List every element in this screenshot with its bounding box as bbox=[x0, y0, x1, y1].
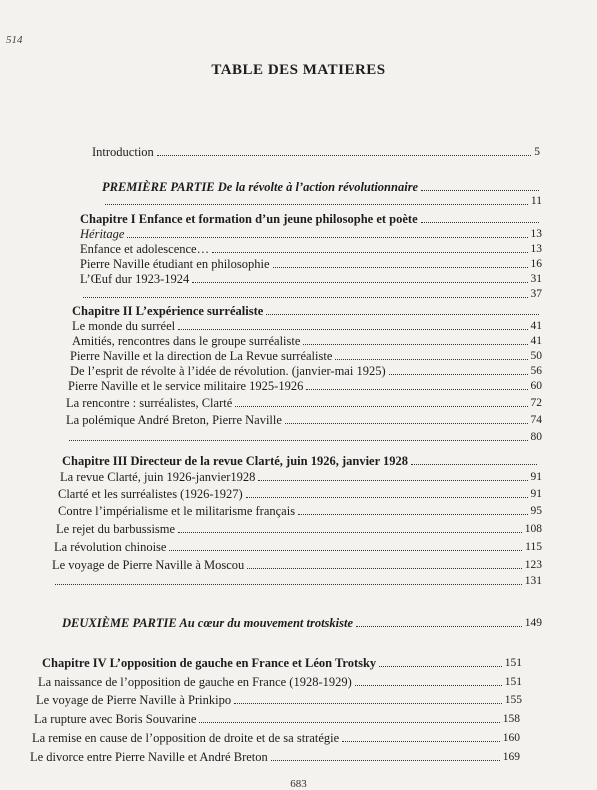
dot-leader bbox=[298, 514, 527, 515]
toc-entry[interactable] bbox=[56, 522, 542, 536]
dot-leader bbox=[271, 760, 500, 761]
entry-page: 108 bbox=[524, 523, 542, 535]
toc-part-heading[interactable] bbox=[102, 180, 542, 194]
entry-page: 72 bbox=[530, 397, 542, 409]
entry-page: 155 bbox=[504, 694, 522, 706]
dot-leader bbox=[356, 626, 522, 627]
toc-entry[interactable] bbox=[68, 379, 542, 393]
dot-leader bbox=[258, 480, 527, 481]
toc-entry[interactable] bbox=[30, 750, 520, 764]
entry-label: DEUXIÈME PARTIE Au cœur du mouvement trotskiste bbox=[62, 616, 354, 630]
entry-page: 91 bbox=[530, 488, 542, 500]
entry-page: 31 bbox=[530, 273, 542, 285]
toc-chapter-heading[interactable] bbox=[42, 656, 522, 670]
toc-part-heading[interactable] bbox=[62, 616, 542, 630]
dot-leader bbox=[342, 741, 500, 742]
toc-entry[interactable] bbox=[32, 731, 520, 745]
toc-entry[interactable] bbox=[34, 712, 520, 726]
entry-page: 115 bbox=[525, 541, 542, 553]
dot-leader bbox=[234, 703, 502, 704]
entry-label: La rupture avec Boris Souvarine bbox=[34, 712, 197, 726]
entry-page: 41 bbox=[530, 335, 542, 347]
entry-label: PREMIÈRE PARTIE De la révolte à l’action révolutionnaire bbox=[102, 180, 419, 194]
dot-leader bbox=[306, 389, 527, 390]
toc-entry[interactable] bbox=[72, 334, 542, 348]
entry-label: La rencontre : surréalistes, Clarté bbox=[66, 396, 233, 410]
toc-chapter-heading[interactable] bbox=[80, 212, 542, 226]
dot-leader bbox=[105, 204, 528, 205]
dot-leader bbox=[192, 282, 527, 283]
entry-label: Pierre Naville et le service militaire 1925-1926 bbox=[68, 379, 304, 393]
entry-page: 123 bbox=[524, 559, 542, 571]
toc-entry[interactable] bbox=[80, 272, 542, 286]
entry-page: 60 bbox=[530, 380, 542, 392]
dot-leader bbox=[389, 374, 528, 375]
entry-page: 149 bbox=[524, 617, 542, 629]
entry-page: 50 bbox=[530, 350, 542, 362]
toc-entry[interactable] bbox=[58, 504, 542, 518]
entry-label: Le monde du surréel bbox=[72, 319, 176, 333]
entry-page: 56 bbox=[530, 365, 542, 377]
entry-label: Enfance et adolescence… bbox=[80, 242, 210, 256]
dot-leader bbox=[247, 568, 521, 569]
entry-label: Amitiés, rencontres dans le groupe surréaliste bbox=[72, 334, 301, 348]
entry-page: 158 bbox=[502, 713, 520, 725]
entry-label: La revue Clarté, juin 1926-janvier1928 bbox=[60, 470, 256, 484]
toc-entry[interactable] bbox=[54, 540, 542, 554]
entry-label: Pierre Naville étudiant en philosophie bbox=[80, 257, 270, 271]
toc-entry[interactable] bbox=[80, 242, 542, 256]
toc-entry[interactable] bbox=[80, 257, 542, 271]
dot-leader bbox=[379, 666, 502, 667]
dot-leader bbox=[157, 155, 531, 156]
dot-leader bbox=[285, 423, 528, 424]
toc-entry[interactable] bbox=[66, 413, 542, 427]
page-title: TABLE DES MATIERES bbox=[211, 62, 386, 78]
toc-entry[interactable] bbox=[36, 693, 522, 707]
toc-entry[interactable] bbox=[38, 675, 522, 689]
dot-leader bbox=[246, 497, 528, 498]
entry-label: Héritage bbox=[80, 227, 125, 241]
toc-entry-continuation[interactable] bbox=[52, 574, 542, 588]
toc-entry[interactable] bbox=[70, 349, 542, 363]
entry-page: 131 bbox=[524, 575, 542, 587]
toc-entry[interactable] bbox=[72, 319, 542, 333]
entry-page: 169 bbox=[502, 751, 520, 763]
entry-page: 80 bbox=[530, 431, 542, 443]
entry-page: 37 bbox=[530, 288, 542, 300]
dot-leader bbox=[266, 314, 539, 315]
dot-leader bbox=[421, 222, 539, 223]
entry-label: Le voyage de Pierre Naville à Prinkipo bbox=[36, 693, 232, 707]
entry-label: Introduction bbox=[92, 145, 154, 159]
dot-leader bbox=[169, 550, 522, 551]
entry-page: 13 bbox=[530, 243, 542, 255]
entry-label: Pierre Naville et la direction de La Revue surréaliste bbox=[70, 349, 333, 363]
dot-leader bbox=[235, 406, 527, 407]
dot-leader bbox=[303, 344, 527, 345]
toc-entry[interactable] bbox=[66, 396, 542, 410]
page-number: 683 bbox=[290, 778, 307, 790]
toc-entry[interactable] bbox=[60, 470, 542, 484]
toc-chapter-heading[interactable] bbox=[72, 304, 542, 318]
toc-chapter-heading[interactable] bbox=[62, 454, 540, 468]
entry-label: Le voyage de Pierre Naville à Moscou bbox=[52, 558, 245, 572]
entry-label: Chapitre IV L’opposition de gauche en France et Léon Trotsky bbox=[42, 656, 377, 670]
dot-leader bbox=[273, 267, 528, 268]
entry-label: Chapitre II L’expérience surréaliste bbox=[72, 304, 264, 318]
dot-leader bbox=[69, 440, 528, 441]
toc-entry-introduction[interactable] bbox=[92, 145, 540, 159]
entry-label: Chapitre III Directeur de la revue Clarté, juin 1926, janvier 1928 bbox=[62, 454, 409, 468]
entry-page: 16 bbox=[530, 258, 542, 270]
dot-leader bbox=[355, 685, 502, 686]
toc-entry-continuation[interactable] bbox=[80, 287, 542, 301]
toc-entry[interactable] bbox=[58, 487, 542, 501]
entry-label: Chapitre I Enfance et formation d’un jeune philosophe et poète bbox=[80, 212, 418, 226]
dot-leader bbox=[421, 190, 539, 191]
entry-page: 11 bbox=[530, 195, 542, 207]
entry-page: 160 bbox=[502, 732, 520, 744]
dot-leader bbox=[199, 722, 499, 723]
dot-leader bbox=[55, 584, 522, 585]
dot-leader bbox=[178, 532, 522, 533]
dot-leader bbox=[83, 297, 528, 298]
toc-entry-continuation[interactable] bbox=[102, 194, 542, 208]
toc-entry-continuation[interactable] bbox=[66, 430, 542, 444]
entry-label: La remise en cause de l’opposition de droite et de sa stratégie bbox=[32, 731, 340, 745]
dot-leader bbox=[178, 329, 527, 330]
entry-label: L’Œuf dur 1923-1924 bbox=[80, 272, 190, 286]
toc-entry[interactable] bbox=[80, 227, 542, 241]
entry-page: 151 bbox=[504, 657, 522, 669]
entry-label: Le divorce entre Pierre Naville et André Breton bbox=[30, 750, 268, 764]
entry-page: 13 bbox=[530, 228, 542, 240]
toc-entry[interactable] bbox=[70, 364, 542, 378]
dot-leader bbox=[212, 252, 527, 253]
page-folio: 514 bbox=[6, 34, 23, 46]
entry-page: 95 bbox=[530, 505, 542, 517]
entry-page: 74 bbox=[530, 414, 542, 426]
entry-label: La polémique André Breton, Pierre Naville bbox=[66, 413, 282, 427]
entry-label: Contre l’impérialisme et le militarisme français bbox=[58, 504, 296, 518]
entry-page: 91 bbox=[530, 471, 542, 483]
dot-leader bbox=[411, 464, 537, 465]
entry-label: La naissance de l’opposition de gauche en France (1928-1929) bbox=[38, 675, 352, 689]
entry-page: 5 bbox=[534, 146, 540, 158]
entry-label: La révolution chinoise bbox=[54, 540, 167, 554]
entry-label: Le rejet du barbussisme bbox=[56, 522, 176, 536]
toc-entry[interactable] bbox=[52, 558, 542, 572]
entry-page: 41 bbox=[530, 320, 542, 332]
dot-leader bbox=[335, 359, 527, 360]
entry-label: Clarté et les surréalistes (1926-1927) bbox=[58, 487, 243, 501]
dot-leader bbox=[127, 237, 527, 238]
entry-label: De l’esprit de révolte à l’idée de révolution. (janvier-mai 1925) bbox=[70, 364, 386, 378]
entry-page: 151 bbox=[504, 676, 522, 688]
